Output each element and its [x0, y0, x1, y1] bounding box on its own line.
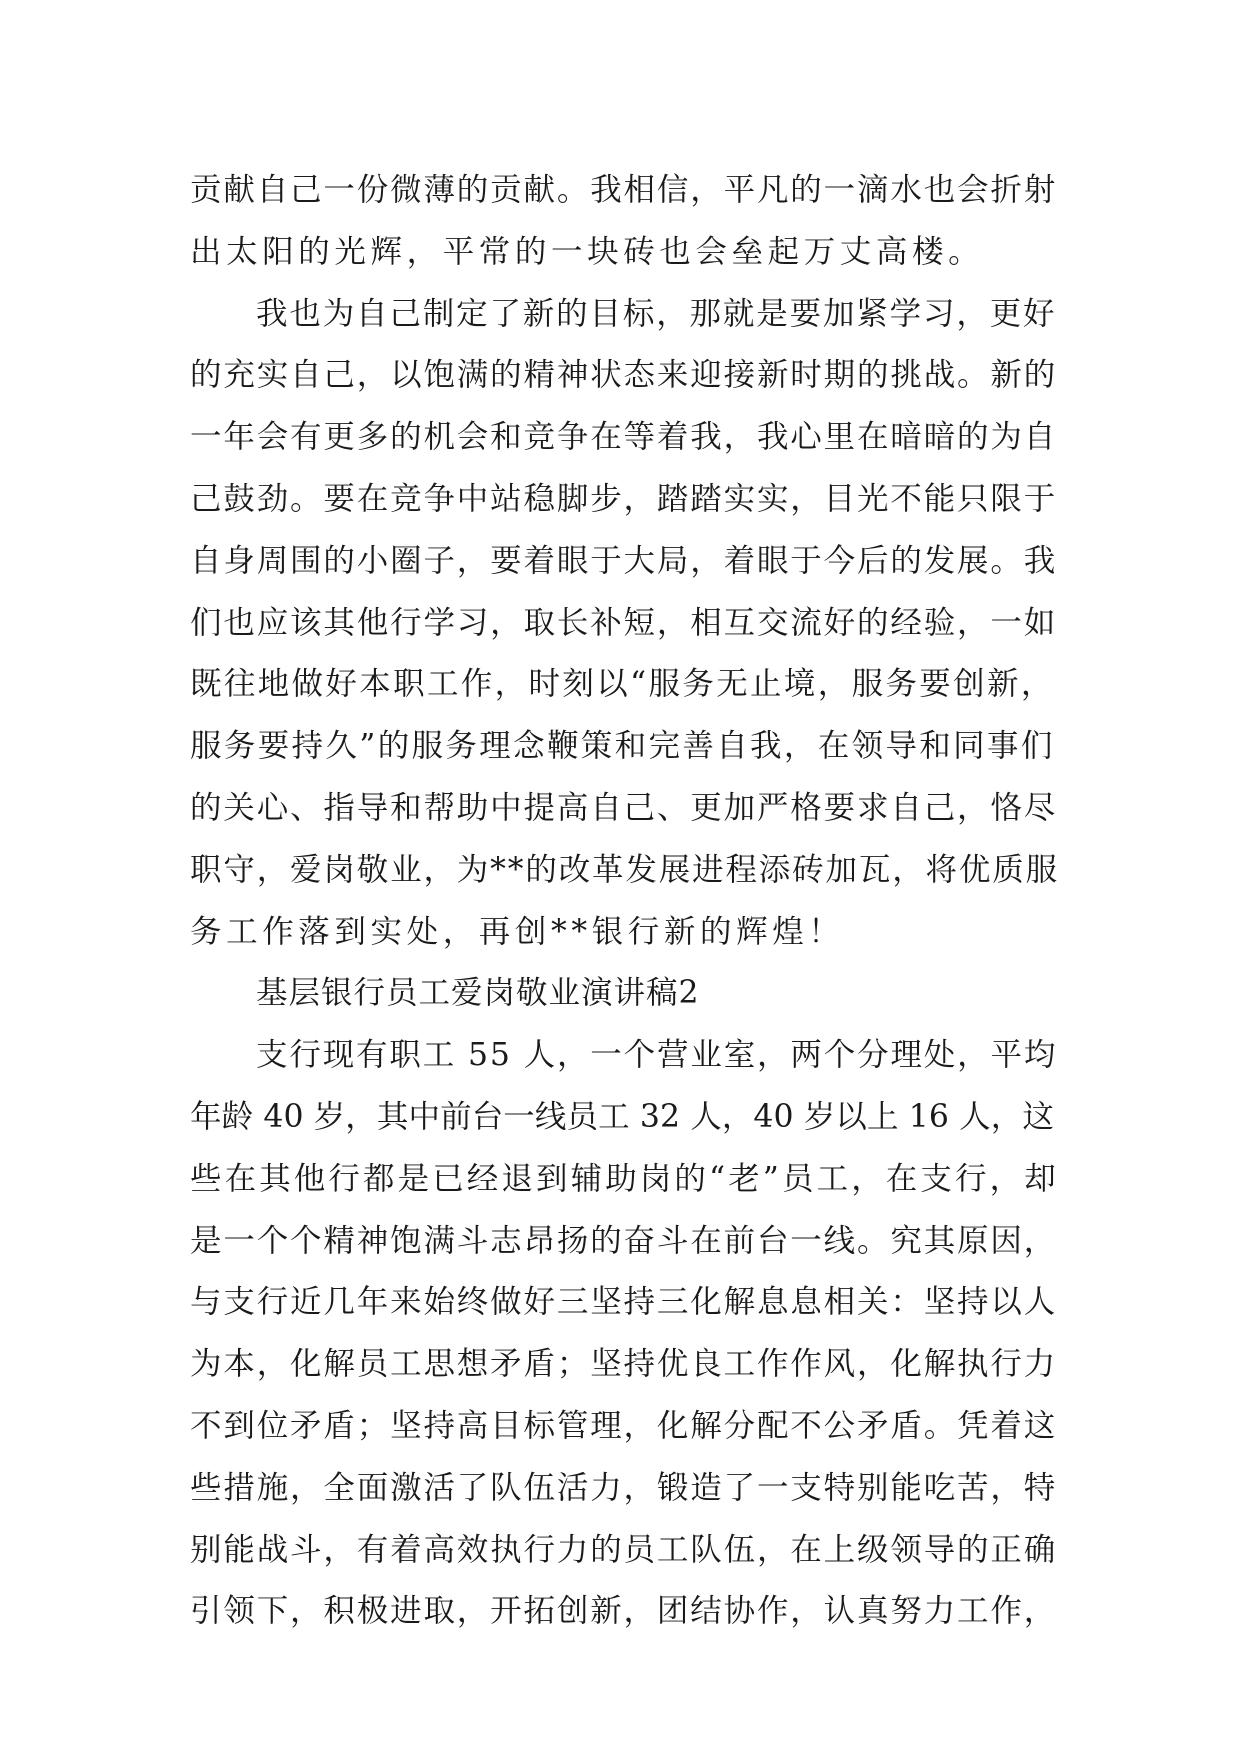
text-line: 自身周围的小圈子，要着眼于大局，着眼于今后的发展。我 — [190, 542, 1058, 579]
body-text — [190, 160, 1060, 1643]
text-line: 的充实自己，以饱满的精神状态来迎接新时期的挑战。新的 — [190, 357, 1058, 394]
text-line: 引领下，积极进取，开拓创新，团结协作，认真努力工作， — [190, 1593, 1058, 1630]
paragraph-start-line: 支行现有职工 55 人，一个营业室，两个分理处，平均 — [256, 1037, 1058, 1074]
text-line: 与支行近几年来始终做好三坚持三化解息息相关：坚持以人 — [190, 1284, 1058, 1321]
text-line: 是一个个精神饱满斗志昂扬的奋斗在前台一线。究其原因， — [190, 1222, 1058, 1259]
text-line: 务工作落到实处，再创**银行新的辉煌！ — [190, 913, 845, 950]
text-line: 别能战斗，有着高效执行力的员工队伍，在上级领导的正确 — [190, 1531, 1058, 1568]
text-line: 年龄 40 岁，其中前台一线员工 32 人，40 岁以上 16 人，这 — [190, 1098, 1054, 1135]
text-line: 些措施，全面激活了队伍活力，锻造了一支特别能吃苦，特 — [190, 1469, 1058, 1506]
text-line: 贡献自己一份微薄的贡献。我相信，平凡的一滴水也会折射 — [190, 172, 1058, 208]
text-line: 既往地做好本职工作，时刻以“服务无止境，服务要创新， — [190, 666, 1055, 703]
text-line: 们也应该其他行学习，取长补短，相互交流好的经验，一如 — [190, 604, 1058, 641]
text-line: 些在其他行都是已经退到辅助岗的“老”员工，在支行，却 — [190, 1160, 1059, 1197]
section-heading: 基层银行员工爱岗敬业演讲稿2 — [256, 975, 700, 1012]
text-line: 为本，化解员工思想矛盾；坚持优良工作作风，化解执行力 — [190, 1346, 1058, 1383]
text-line: 己鼓劲。要在竞争中站稳脚步，踏踏实实，目光不能只限于 — [190, 480, 1058, 517]
text-line: 的关心、指导和帮助中提高自己、更加严格要求自己，恪尽 — [190, 789, 1058, 826]
text-line: 出太阳的光辉，平常的一块砖也会垒起万丈高楼。 — [190, 233, 985, 270]
text-line: 服务要持久”的服务理念鞭策和完善自我，在领导和同事们 — [190, 728, 1055, 765]
text-line: 一年会有更多的机会和竞争在等着我，我心里在暗暗的为自 — [190, 419, 1058, 456]
text-line: 不到位矛盾；坚持高目标管理，化解分配不公矛盾。凭着这 — [190, 1407, 1058, 1444]
paragraph-start-line: 我也为自己制定了新的目标，那就是要加紧学习，更好 — [256, 295, 1057, 332]
text-line: 职守，爱岗敬业，为**的改革发展进程添砖加瓦，将优质服 — [190, 851, 1059, 888]
